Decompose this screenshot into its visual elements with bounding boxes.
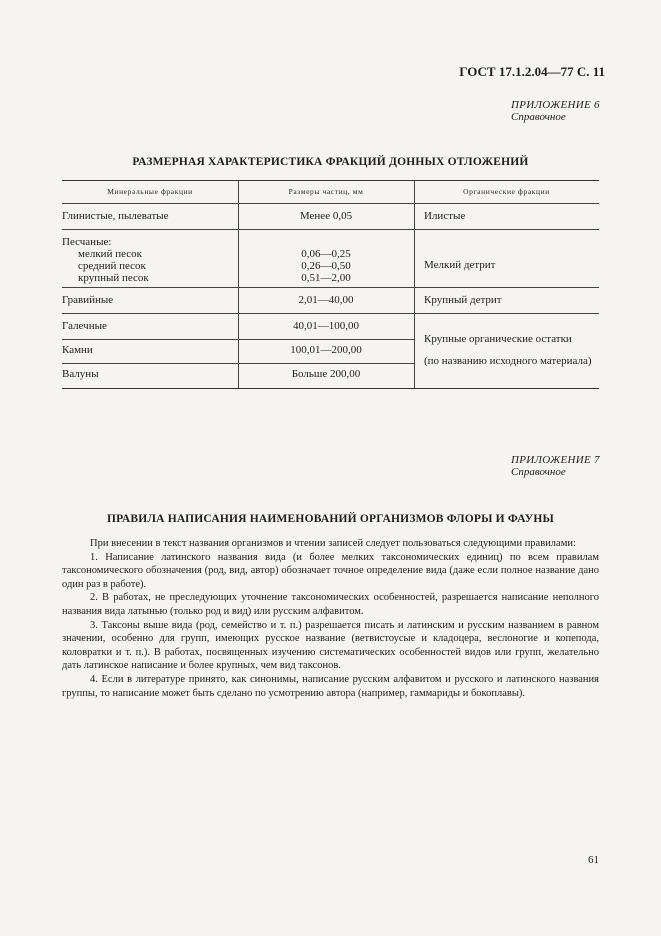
- mineral-cell: Камни: [62, 344, 93, 356]
- appendix-7-note: Справочное: [511, 466, 566, 478]
- size-cell: Больше 200,00: [291, 368, 361, 380]
- mineral-cell: Гравийные: [62, 294, 114, 306]
- size-cell: 100,01—200,00: [290, 344, 362, 356]
- size-cell: Менее 0,05: [299, 210, 353, 222]
- appendix-7-label: [511, 454, 600, 478]
- paragraph: 4. Если в литературе принято, как синонимы, написание русским алфавитом и русского и латинского названия группы, то написание может быть сделано по усмотрению автора (например, гаммариды и бокоплавы).: [62, 673, 599, 699]
- organic-cell: Илистые: [424, 210, 466, 222]
- size-cell: 2,01—40,00: [298, 294, 354, 306]
- organic-merged-cell: (по названию исходного материала): [424, 355, 592, 367]
- row-divider: [62, 313, 599, 314]
- mineral-subcell: средний песок: [78, 260, 146, 272]
- mineral-subcell: мелкий песок: [78, 248, 142, 260]
- mineral-cell: Глинистые, пылеватые: [62, 210, 169, 222]
- organic-cell: Мелкий детрит: [424, 259, 496, 271]
- mineral-cell: Валуны: [62, 368, 99, 380]
- rules-body: [62, 537, 599, 700]
- appendix-6-label: [511, 99, 600, 123]
- row-divider: [62, 287, 599, 288]
- header-divider: [62, 203, 599, 204]
- row-divider: [62, 363, 414, 364]
- mineral-cell: Песчаные:: [62, 236, 112, 248]
- paragraph: 1. Написание латинского названия вида (и более мелких таксономических единиц) по всем правилам таксономического обозначения (род, вид, автор) обозначает точное определение вида (даже если полное название дано один раз в работе).: [62, 551, 599, 590]
- paragraph: 3. Таксоны выше вида (род, семейство и т. п.) разрешается писать и латинским и русским названием в равном значении, особенно для групп, имеющих русское название (ветвистоусые и кладоцера, веслоногие и копепода, коловратки и т. п.). В работах, посвященных изучению систематических особенностей видов или групп, желательно дать латинское написание и более крупных, чем вид таксонов.: [62, 619, 599, 672]
- row-divider: [62, 339, 414, 340]
- page-number: 61: [588, 854, 599, 866]
- header-mineral: Минеральные фракции: [107, 187, 193, 196]
- mineral-subcell: крупный песок: [78, 272, 149, 284]
- appendix-6-title: ПРИЛОЖЕНИЕ 6: [511, 99, 600, 111]
- size-cell: 0,51—2,00: [301, 272, 351, 284]
- mineral-cell: Галечные: [62, 320, 107, 332]
- header-organic: Органические фракции: [463, 187, 550, 196]
- header-size: Размеры частиц, мм: [288, 187, 364, 196]
- table-title: РАЗМЕРНАЯ ХАРАКТЕРИСТИКА ФРАКЦИЙ ДОННЫХ ОТЛОЖЕНИЙ: [132, 156, 529, 168]
- organic-cell: Крупный детрит: [424, 294, 502, 306]
- appendix-7-title: ПРИЛОЖЕНИЕ 7: [511, 454, 600, 466]
- row-divider: [62, 229, 599, 230]
- size-cell: 40,01—100,00: [293, 320, 359, 332]
- appendix-6-note: Справочное: [511, 111, 566, 123]
- fractions-table: [62, 180, 599, 389]
- column-divider: [414, 181, 415, 388]
- page-header: ГОСТ 17.1.2.04—77 С. 11: [459, 64, 605, 79]
- paragraph: При внесении в текст названия организмов и чтении записей следует пользоваться следующими правилами:: [90, 538, 576, 549]
- rules-title: ПРАВИЛА НАПИСАНИЯ НАИМЕНОВАНИЙ ОРГАНИЗМОВ ФЛОРЫ И ФАУНЫ: [106, 513, 554, 525]
- paragraph: 2. В работах, не преследующих уточнение таксономических особенностей, разрешается написание неполного названия вида латынью (только род и вид) или русским алфавитом.: [62, 592, 599, 617]
- organic-merged-cell: Крупные органические остатки: [424, 333, 572, 345]
- size-cell: 0,06—0,25: [301, 248, 351, 260]
- size-cell: 0,26—0,50: [301, 260, 351, 272]
